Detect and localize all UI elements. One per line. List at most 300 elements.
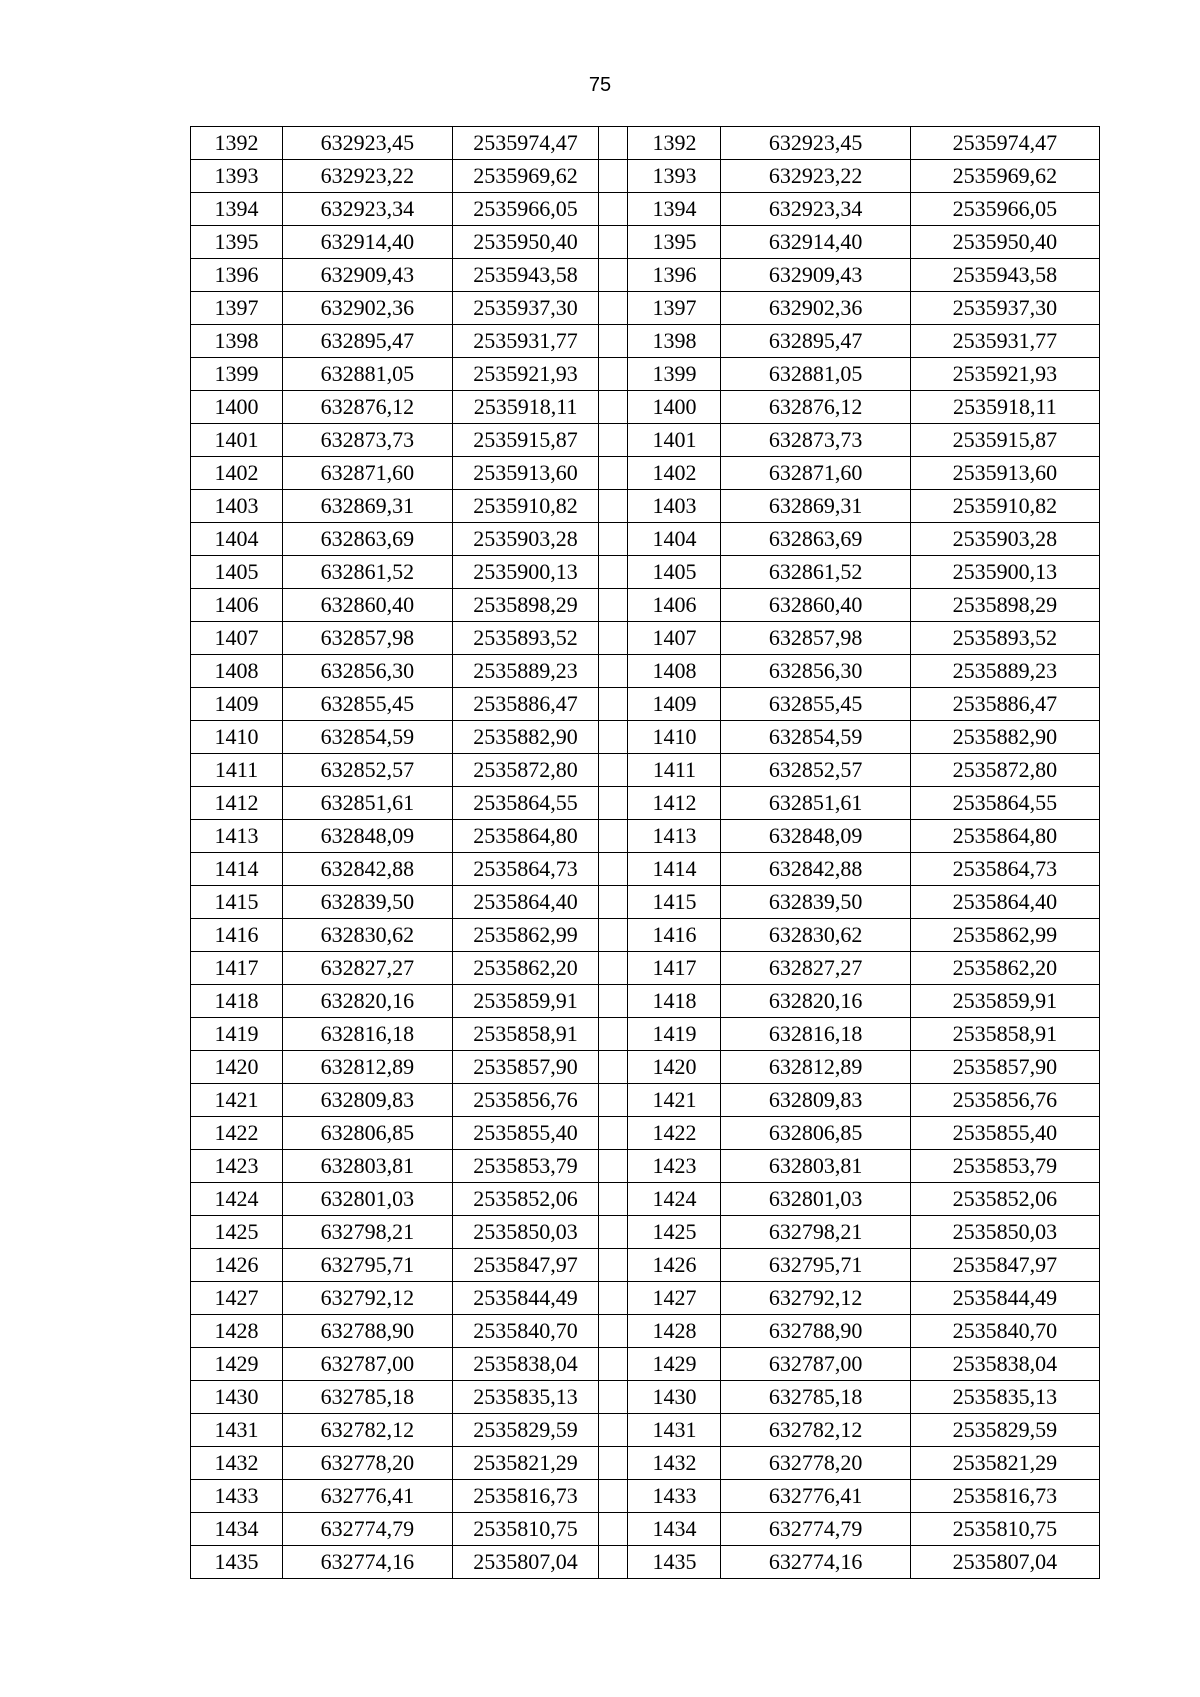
left-x-coordinate: 632774,79: [283, 1513, 453, 1546]
right-y-coordinate: 2535918,11: [910, 391, 1099, 424]
right-y-coordinate: 2535937,30: [910, 292, 1099, 325]
left-x-coordinate: 632792,12: [283, 1282, 453, 1315]
separator-cell: [599, 1348, 628, 1381]
separator-cell: [599, 1315, 628, 1348]
left-point-number: 1435: [191, 1546, 283, 1579]
table-row: [191, 1051, 1100, 1084]
left-x-coordinate: 632795,71: [283, 1249, 453, 1282]
right-point-number: 1432: [628, 1447, 721, 1480]
right-x-coordinate: 632914,40: [721, 226, 910, 259]
table-row: [191, 127, 1100, 160]
left-point-number: 1393: [191, 160, 283, 193]
right-y-coordinate: 2535910,82: [910, 490, 1099, 523]
left-x-coordinate: 632852,57: [283, 754, 453, 787]
table-row: [191, 1315, 1100, 1348]
right-point-number: 1400: [628, 391, 721, 424]
table-row: [191, 886, 1100, 919]
left-x-coordinate: 632863,69: [283, 523, 453, 556]
separator-cell: [599, 1183, 628, 1216]
separator-cell: [599, 1051, 628, 1084]
right-point-number: 1420: [628, 1051, 721, 1084]
right-y-coordinate: 2535844,49: [910, 1282, 1099, 1315]
left-y-coordinate: 2535882,90: [452, 721, 599, 754]
right-x-coordinate: 632782,12: [721, 1414, 910, 1447]
right-x-coordinate: 632816,18: [721, 1018, 910, 1051]
table-row: [191, 160, 1100, 193]
left-x-coordinate: 632871,60: [283, 457, 453, 490]
left-x-coordinate: 632895,47: [283, 325, 453, 358]
right-x-coordinate: 632923,22: [721, 160, 910, 193]
left-point-number: 1425: [191, 1216, 283, 1249]
left-y-coordinate: 2535931,77: [452, 325, 599, 358]
left-y-coordinate: 2535855,40: [452, 1117, 599, 1150]
right-x-coordinate: 632851,61: [721, 787, 910, 820]
left-y-coordinate: 2535859,91: [452, 985, 599, 1018]
right-point-number: 1405: [628, 556, 721, 589]
table-row: [191, 490, 1100, 523]
right-y-coordinate: 2535847,97: [910, 1249, 1099, 1282]
left-y-coordinate: 2535903,28: [452, 523, 599, 556]
right-y-coordinate: 2535821,29: [910, 1447, 1099, 1480]
separator-cell: [599, 787, 628, 820]
table-row: [191, 1216, 1100, 1249]
left-point-number: 1410: [191, 721, 283, 754]
right-x-coordinate: 632855,45: [721, 688, 910, 721]
right-point-number: 1435: [628, 1546, 721, 1579]
right-x-coordinate: 632923,45: [721, 127, 910, 160]
right-point-number: 1424: [628, 1183, 721, 1216]
right-point-number: 1399: [628, 358, 721, 391]
left-x-coordinate: 632839,50: [283, 886, 453, 919]
right-y-coordinate: 2535838,04: [910, 1348, 1099, 1381]
left-point-number: 1394: [191, 193, 283, 226]
left-x-coordinate: 632923,34: [283, 193, 453, 226]
right-point-number: 1395: [628, 226, 721, 259]
right-y-coordinate: 2535856,76: [910, 1084, 1099, 1117]
right-point-number: 1417: [628, 952, 721, 985]
left-x-coordinate: 632860,40: [283, 589, 453, 622]
separator-cell: [599, 1513, 628, 1546]
right-x-coordinate: 632854,59: [721, 721, 910, 754]
separator-cell: [599, 556, 628, 589]
left-y-coordinate: 2535886,47: [452, 688, 599, 721]
left-x-coordinate: 632820,16: [283, 985, 453, 1018]
table-row: [191, 193, 1100, 226]
coordinates-table-body: [191, 127, 1100, 1579]
right-y-coordinate: 2535872,80: [910, 754, 1099, 787]
right-y-coordinate: 2535882,90: [910, 721, 1099, 754]
right-point-number: 1413: [628, 820, 721, 853]
left-point-number: 1399: [191, 358, 283, 391]
right-x-coordinate: 632909,43: [721, 259, 910, 292]
table-row: [191, 1480, 1100, 1513]
right-y-coordinate: 2535829,59: [910, 1414, 1099, 1447]
right-point-number: 1434: [628, 1513, 721, 1546]
right-x-coordinate: 632776,41: [721, 1480, 910, 1513]
left-x-coordinate: 632827,27: [283, 952, 453, 985]
left-x-coordinate: 632873,73: [283, 424, 453, 457]
right-x-coordinate: 632871,60: [721, 457, 910, 490]
separator-cell: [599, 622, 628, 655]
right-x-coordinate: 632895,47: [721, 325, 910, 358]
table-row: [191, 1183, 1100, 1216]
right-y-coordinate: 2535898,29: [910, 589, 1099, 622]
table-row: [191, 523, 1100, 556]
separator-cell: [599, 886, 628, 919]
left-point-number: 1429: [191, 1348, 283, 1381]
left-y-coordinate: 2535937,30: [452, 292, 599, 325]
table-row: [191, 556, 1100, 589]
left-point-number: 1395: [191, 226, 283, 259]
right-x-coordinate: 632795,71: [721, 1249, 910, 1282]
right-x-coordinate: 632881,05: [721, 358, 910, 391]
left-point-number: 1421: [191, 1084, 283, 1117]
right-point-number: 1392: [628, 127, 721, 160]
left-y-coordinate: 2535864,73: [452, 853, 599, 886]
left-point-number: 1404: [191, 523, 283, 556]
left-point-number: 1396: [191, 259, 283, 292]
left-x-coordinate: 632876,12: [283, 391, 453, 424]
left-y-coordinate: 2535858,91: [452, 1018, 599, 1051]
right-point-number: 1429: [628, 1348, 721, 1381]
left-point-number: 1402: [191, 457, 283, 490]
left-point-number: 1411: [191, 754, 283, 787]
right-x-coordinate: 632863,69: [721, 523, 910, 556]
left-point-number: 1407: [191, 622, 283, 655]
left-point-number: 1426: [191, 1249, 283, 1282]
left-x-coordinate: 632778,20: [283, 1447, 453, 1480]
left-y-coordinate: 2535862,99: [452, 919, 599, 952]
right-x-coordinate: 632860,40: [721, 589, 910, 622]
left-point-number: 1397: [191, 292, 283, 325]
left-x-coordinate: 632776,41: [283, 1480, 453, 1513]
separator-cell: [599, 325, 628, 358]
right-y-coordinate: 2535835,13: [910, 1381, 1099, 1414]
separator-cell: [599, 523, 628, 556]
separator-cell: [599, 1117, 628, 1150]
separator-cell: [599, 1150, 628, 1183]
left-y-coordinate: 2535829,59: [452, 1414, 599, 1447]
separator-cell: [599, 1381, 628, 1414]
separator-cell: [599, 490, 628, 523]
right-y-coordinate: 2535915,87: [910, 424, 1099, 457]
separator-cell: [599, 127, 628, 160]
left-x-coordinate: 632909,43: [283, 259, 453, 292]
separator-cell: [599, 1216, 628, 1249]
separator-cell: [599, 1018, 628, 1051]
right-x-coordinate: 632857,98: [721, 622, 910, 655]
left-point-number: 1431: [191, 1414, 283, 1447]
right-y-coordinate: 2535859,91: [910, 985, 1099, 1018]
left-x-coordinate: 632851,61: [283, 787, 453, 820]
table-row: [191, 1348, 1100, 1381]
right-point-number: 1433: [628, 1480, 721, 1513]
left-x-coordinate: 632856,30: [283, 655, 453, 688]
right-y-coordinate: 2535864,80: [910, 820, 1099, 853]
right-x-coordinate: 632820,16: [721, 985, 910, 1018]
separator-cell: [599, 754, 628, 787]
table-row: [191, 457, 1100, 490]
left-y-coordinate: 2535862,20: [452, 952, 599, 985]
left-point-number: 1424: [191, 1183, 283, 1216]
right-y-coordinate: 2535852,06: [910, 1183, 1099, 1216]
right-y-coordinate: 2535853,79: [910, 1150, 1099, 1183]
right-point-number: 1416: [628, 919, 721, 952]
left-x-coordinate: 632869,31: [283, 490, 453, 523]
left-y-coordinate: 2535807,04: [452, 1546, 599, 1579]
separator-cell: [599, 1546, 628, 1579]
right-point-number: 1402: [628, 457, 721, 490]
left-y-coordinate: 2535816,73: [452, 1480, 599, 1513]
right-point-number: 1430: [628, 1381, 721, 1414]
left-y-coordinate: 2535844,49: [452, 1282, 599, 1315]
left-point-number: 1419: [191, 1018, 283, 1051]
right-point-number: 1410: [628, 721, 721, 754]
right-x-coordinate: 632861,52: [721, 556, 910, 589]
left-y-coordinate: 2535943,58: [452, 259, 599, 292]
left-y-coordinate: 2535889,23: [452, 655, 599, 688]
right-point-number: 1393: [628, 160, 721, 193]
left-point-number: 1416: [191, 919, 283, 952]
table-row: [191, 952, 1100, 985]
left-point-number: 1405: [191, 556, 283, 589]
table-row: [191, 754, 1100, 787]
separator-cell: [599, 193, 628, 226]
table-row: [191, 1414, 1100, 1447]
right-y-coordinate: 2535969,62: [910, 160, 1099, 193]
table-row: [191, 622, 1100, 655]
right-y-coordinate: 2535864,40: [910, 886, 1099, 919]
left-x-coordinate: 632923,22: [283, 160, 453, 193]
separator-cell: [599, 820, 628, 853]
left-x-coordinate: 632848,09: [283, 820, 453, 853]
left-x-coordinate: 632798,21: [283, 1216, 453, 1249]
left-x-coordinate: 632782,12: [283, 1414, 453, 1447]
right-x-coordinate: 632852,57: [721, 754, 910, 787]
left-x-coordinate: 632857,98: [283, 622, 453, 655]
right-y-coordinate: 2535943,58: [910, 259, 1099, 292]
right-x-coordinate: 632827,27: [721, 952, 910, 985]
page-number: 75: [588, 74, 612, 96]
left-point-number: 1403: [191, 490, 283, 523]
separator-cell: [599, 721, 628, 754]
left-point-number: 1434: [191, 1513, 283, 1546]
right-x-coordinate: 632839,50: [721, 886, 910, 919]
table-row: [191, 391, 1100, 424]
left-x-coordinate: 632923,45: [283, 127, 453, 160]
right-y-coordinate: 2535857,90: [910, 1051, 1099, 1084]
left-y-coordinate: 2535864,40: [452, 886, 599, 919]
right-y-coordinate: 2535864,73: [910, 853, 1099, 886]
left-y-coordinate: 2535913,60: [452, 457, 599, 490]
left-point-number: 1428: [191, 1315, 283, 1348]
left-x-coordinate: 632801,03: [283, 1183, 453, 1216]
table-row: [191, 292, 1100, 325]
right-y-coordinate: 2535850,03: [910, 1216, 1099, 1249]
separator-cell: [599, 1249, 628, 1282]
left-x-coordinate: 632774,16: [283, 1546, 453, 1579]
separator-cell: [599, 985, 628, 1018]
separator-cell: [599, 457, 628, 490]
separator-cell: [599, 1447, 628, 1480]
separator-cell: [599, 292, 628, 325]
right-y-coordinate: 2535913,60: [910, 457, 1099, 490]
right-x-coordinate: 632774,79: [721, 1513, 910, 1546]
right-point-number: 1427: [628, 1282, 721, 1315]
left-x-coordinate: 632816,18: [283, 1018, 453, 1051]
right-x-coordinate: 632778,20: [721, 1447, 910, 1480]
right-y-coordinate: 2535864,55: [910, 787, 1099, 820]
table-row: [191, 1282, 1100, 1315]
right-point-number: 1425: [628, 1216, 721, 1249]
right-point-number: 1414: [628, 853, 721, 886]
table-row: [191, 919, 1100, 952]
separator-cell: [599, 226, 628, 259]
separator-cell: [599, 1480, 628, 1513]
right-point-number: 1411: [628, 754, 721, 787]
left-point-number: 1412: [191, 787, 283, 820]
left-x-coordinate: 632854,59: [283, 721, 453, 754]
left-y-coordinate: 2535864,80: [452, 820, 599, 853]
separator-cell: [599, 1084, 628, 1117]
left-point-number: 1401: [191, 424, 283, 457]
table-row: [191, 1513, 1100, 1546]
left-y-coordinate: 2535918,11: [452, 391, 599, 424]
right-y-coordinate: 2535807,04: [910, 1546, 1099, 1579]
left-y-coordinate: 2535850,03: [452, 1216, 599, 1249]
coordinates-table: [190, 126, 1100, 1579]
separator-cell: [599, 424, 628, 457]
right-y-coordinate: 2535840,70: [910, 1315, 1099, 1348]
right-x-coordinate: 632787,00: [721, 1348, 910, 1381]
right-y-coordinate: 2535921,93: [910, 358, 1099, 391]
separator-cell: [599, 589, 628, 622]
right-point-number: 1412: [628, 787, 721, 820]
right-point-number: 1415: [628, 886, 721, 919]
table-row: [191, 1150, 1100, 1183]
right-y-coordinate: 2535816,73: [910, 1480, 1099, 1513]
left-point-number: 1433: [191, 1480, 283, 1513]
left-x-coordinate: 632855,45: [283, 688, 453, 721]
right-point-number: 1422: [628, 1117, 721, 1150]
right-point-number: 1401: [628, 424, 721, 457]
right-x-coordinate: 632792,12: [721, 1282, 910, 1315]
right-y-coordinate: 2535931,77: [910, 325, 1099, 358]
right-y-coordinate: 2535900,13: [910, 556, 1099, 589]
right-x-coordinate: 632785,18: [721, 1381, 910, 1414]
left-y-coordinate: 2535893,52: [452, 622, 599, 655]
table-row: [191, 589, 1100, 622]
table-row: [191, 226, 1100, 259]
right-y-coordinate: 2535858,91: [910, 1018, 1099, 1051]
right-x-coordinate: 632848,09: [721, 820, 910, 853]
left-x-coordinate: 632861,52: [283, 556, 453, 589]
separator-cell: [599, 688, 628, 721]
right-y-coordinate: 2535950,40: [910, 226, 1099, 259]
right-x-coordinate: 632923,34: [721, 193, 910, 226]
right-point-number: 1398: [628, 325, 721, 358]
left-point-number: 1414: [191, 853, 283, 886]
right-y-coordinate: 2535862,99: [910, 919, 1099, 952]
right-y-coordinate: 2535855,40: [910, 1117, 1099, 1150]
right-point-number: 1421: [628, 1084, 721, 1117]
right-point-number: 1408: [628, 655, 721, 688]
left-point-number: 1423: [191, 1150, 283, 1183]
table-row: [191, 820, 1100, 853]
left-y-coordinate: 2535950,40: [452, 226, 599, 259]
table-row: [191, 325, 1100, 358]
right-x-coordinate: 632774,16: [721, 1546, 910, 1579]
table-row: [191, 655, 1100, 688]
left-point-number: 1409: [191, 688, 283, 721]
table-row: [191, 721, 1100, 754]
right-x-coordinate: 632830,62: [721, 919, 910, 952]
right-point-number: 1418: [628, 985, 721, 1018]
left-y-coordinate: 2535856,76: [452, 1084, 599, 1117]
left-point-number: 1432: [191, 1447, 283, 1480]
left-y-coordinate: 2535910,82: [452, 490, 599, 523]
left-y-coordinate: 2535810,75: [452, 1513, 599, 1546]
right-x-coordinate: 632842,88: [721, 853, 910, 886]
left-x-coordinate: 632842,88: [283, 853, 453, 886]
left-point-number: 1398: [191, 325, 283, 358]
left-y-coordinate: 2535838,04: [452, 1348, 599, 1381]
right-y-coordinate: 2535966,05: [910, 193, 1099, 226]
right-x-coordinate: 632902,36: [721, 292, 910, 325]
left-y-coordinate: 2535852,06: [452, 1183, 599, 1216]
table-row: [191, 1546, 1100, 1579]
table-row: [191, 1447, 1100, 1480]
table-row: [191, 1117, 1100, 1150]
left-x-coordinate: 632785,18: [283, 1381, 453, 1414]
left-y-coordinate: 2535857,90: [452, 1051, 599, 1084]
left-y-coordinate: 2535900,13: [452, 556, 599, 589]
right-x-coordinate: 632788,90: [721, 1315, 910, 1348]
left-x-coordinate: 632902,36: [283, 292, 453, 325]
right-x-coordinate: 632798,21: [721, 1216, 910, 1249]
left-x-coordinate: 632788,90: [283, 1315, 453, 1348]
table-row: [191, 358, 1100, 391]
table-row: [191, 1018, 1100, 1051]
left-y-coordinate: 2535966,05: [452, 193, 599, 226]
right-point-number: 1397: [628, 292, 721, 325]
right-point-number: 1431: [628, 1414, 721, 1447]
right-point-number: 1396: [628, 259, 721, 292]
right-point-number: 1426: [628, 1249, 721, 1282]
right-x-coordinate: 632873,73: [721, 424, 910, 457]
separator-cell: [599, 1282, 628, 1315]
right-y-coordinate: 2535810,75: [910, 1513, 1099, 1546]
right-y-coordinate: 2535862,20: [910, 952, 1099, 985]
left-point-number: 1417: [191, 952, 283, 985]
separator-cell: [599, 358, 628, 391]
left-x-coordinate: 632809,83: [283, 1084, 453, 1117]
left-point-number: 1427: [191, 1282, 283, 1315]
table-row: [191, 985, 1100, 1018]
separator-cell: [599, 655, 628, 688]
right-x-coordinate: 632803,81: [721, 1150, 910, 1183]
left-y-coordinate: 2535835,13: [452, 1381, 599, 1414]
right-point-number: 1407: [628, 622, 721, 655]
table-row: [191, 688, 1100, 721]
left-point-number: 1400: [191, 391, 283, 424]
table-row: [191, 424, 1100, 457]
left-point-number: 1430: [191, 1381, 283, 1414]
right-point-number: 1394: [628, 193, 721, 226]
right-x-coordinate: 632801,03: [721, 1183, 910, 1216]
right-y-coordinate: 2535974,47: [910, 127, 1099, 160]
left-point-number: 1418: [191, 985, 283, 1018]
